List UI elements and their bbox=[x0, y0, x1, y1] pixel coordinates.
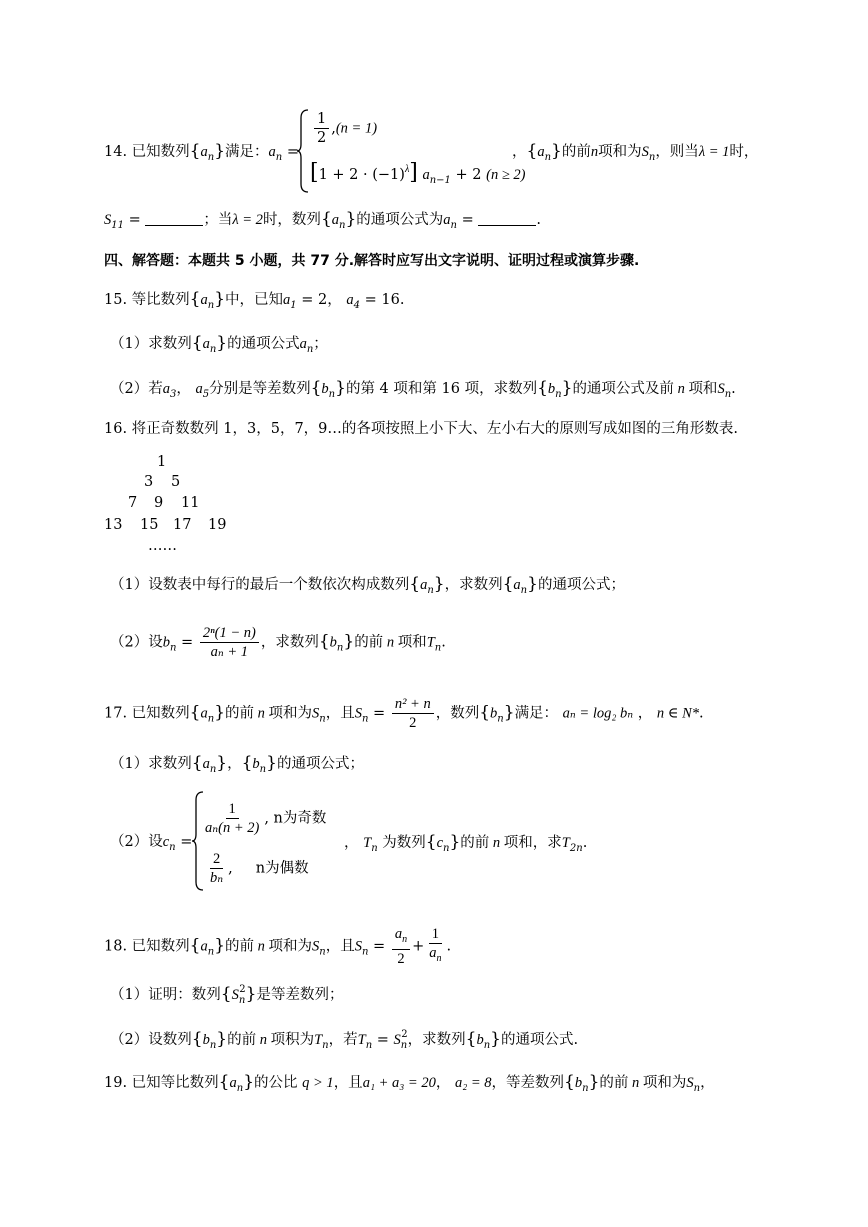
q14-piecewise-brace bbox=[296, 108, 310, 194]
q16-fraction: $\frac{\text{2ⁿ(1 − n)}}{\text{aₙ + 1}}$ bbox=[200, 624, 259, 661]
section-heading: 四、解答题：本题共 5 小题，共 77 分.解答时应写出文字说明、证明过程或演算步骤. bbox=[104, 253, 640, 269]
q19-stem: 19. 已知等比数列$\{a_n\}$的公比 q > 1，且a₁ + a₃ = 20， a₂ = 8，等差数列$\{b_n\}$的前 n 项和为$S_n$， bbox=[104, 1072, 715, 1094]
q17-part-2-rest: ， $T_n$ 为数列$\{c_n\}$的前 n 项和，求$T_{2n}$. bbox=[344, 832, 588, 854]
q16-stem: 16. 将正奇数数列 1，3，5，7，9…的各项按照上小下大、左小右大的原则写成如图的三角形数表. bbox=[104, 421, 739, 437]
q17-case-1: $\frac{1}{\text{aₙ(n + 2)}}$ , n为奇数 bbox=[205, 801, 327, 836]
q18-stem: 18. 已知数列$\{a_n\}$的前 n 项和为$S_n$，且$S_n$ = $\frac{a_n}{2}$ + $\frac{1}{a_n}$ . bbox=[104, 926, 452, 967]
table-ellipsis: …… bbox=[148, 538, 177, 554]
q14-answer-line: $S_{11}$ = ；当λ = 2时，数列$\{a_n\}$的通项公式为$a_n$ = . bbox=[104, 209, 541, 231]
table-cell: 3 bbox=[144, 474, 154, 490]
table-cell: 5 bbox=[171, 474, 181, 490]
table-cell: 9 bbox=[154, 495, 164, 511]
q17-stem: 17. 已知数列$\{a_n\}$的前 n 项和为$S_n$，且$S_n$ = $\frac{\text{n² + n}}{2}$ ，数列$\{b_n\}$满足： aₙ = log₂ bₙ ， n ∈ N*. bbox=[104, 696, 704, 731]
q17-part-1: （1）求数列$\{a_n\}$，$\{b_n\}$的通项公式； bbox=[110, 753, 364, 775]
q14-stem: 14. 已知数列$\{a_n\}$满足：$a_n$ = bbox=[104, 141, 299, 163]
answer-blank-2[interactable] bbox=[478, 211, 536, 226]
table-cell: 11 bbox=[181, 495, 200, 511]
q15-stem: 15. 等比数列$\{a_n\}$中，已知$a_1 = 2$， $a_4 = 16$. bbox=[104, 289, 405, 311]
table-cell: 19 bbox=[208, 517, 227, 533]
q14-case-1: $\frac{1}{2}$ ,(n = 1) bbox=[312, 110, 377, 147]
q14-case-2: $[1 + 2 \cdot (-1)^\lambda]$ $a_{n-1} + 2$ (n ≥ 2) bbox=[310, 160, 526, 186]
q15-part-1: （1）求数列$\{a_n\}$的通项公式$a_n$； bbox=[110, 333, 328, 355]
table-cell: 17 bbox=[173, 517, 192, 533]
q18-part-2: （2）设数列$\{b_n\}$的前 n 项积为$T_n$，若$T_n = S_n^2$，求数列$\{b_n\}$的通项公式. bbox=[110, 1029, 579, 1051]
table-cell: 7 bbox=[128, 495, 138, 511]
q17-case-2: $\frac{2}{\text{bₙ}}$ , n为偶数 bbox=[210, 851, 309, 886]
q14-stem-continued: ，$\{a_n\}$的前n项和为$S_n$，则当λ = 1时， bbox=[512, 141, 759, 163]
table-cell: 13 bbox=[104, 517, 123, 533]
table-cell: 15 bbox=[140, 517, 159, 533]
q18-part-1: （1）证明：数列$\{S_n^2\}$是等差数列； bbox=[110, 984, 344, 1006]
q15-part-2: （2）若$a_3$， $a_5$分别是等差数列$\{b_n\}$的第 4 项和第 16 项，求数列$\{b_n\}$的通项公式及前 n 项和$S_n$. bbox=[110, 378, 736, 400]
q17-part-2-label: （2）设$c_n$ = bbox=[110, 834, 193, 853]
answer-blank-1[interactable] bbox=[145, 211, 203, 226]
q16-part-2: （2）设$b_n$ = $\frac{\text{2ⁿ(1 − n)}}{\text{aₙ + 1}}$ ，求数列$\{b_n\}$的前 n 项和$T_n$. bbox=[110, 625, 446, 660]
q16-part-1: （1）设数表中每行的最后一个数依次构成数列$\{a_n\}$，求数列$\{a_n\}$的通项公式； bbox=[110, 574, 625, 596]
table-cell: 1 bbox=[157, 454, 167, 470]
